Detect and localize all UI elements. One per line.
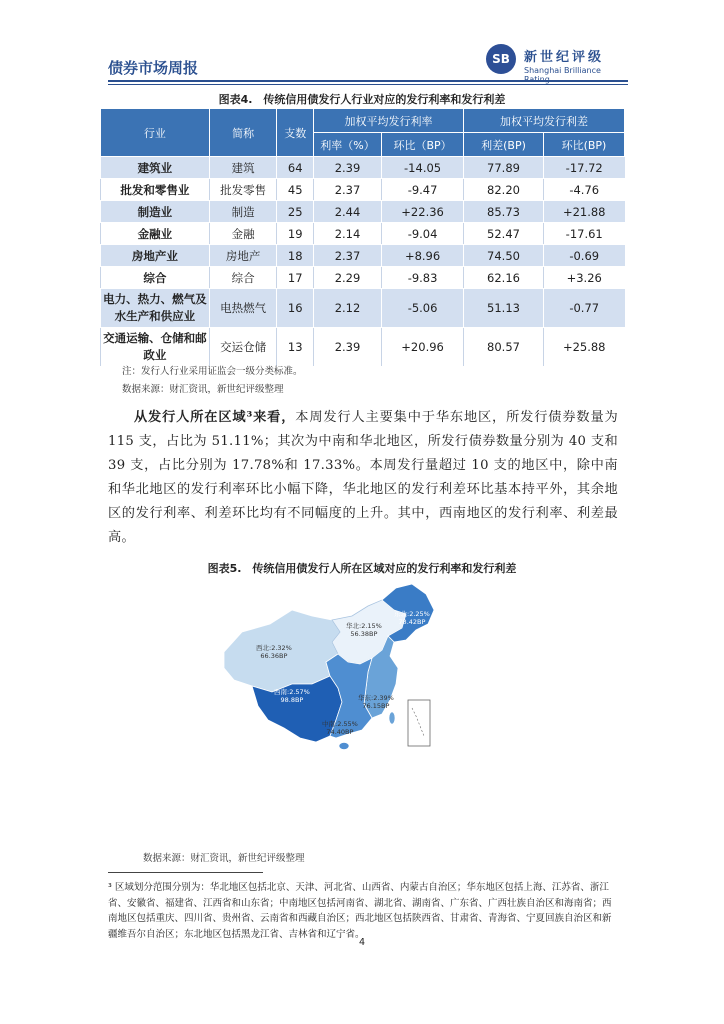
label-northwest: 西北:2.32% 66.36BP [256,644,292,660]
body-paragraph [108,406,618,550]
col-spread: 利差(BP) [464,133,544,157]
cell-short: 交运仓储 [209,328,277,367]
cell-count: 64 [277,157,313,179]
col-group-spread: 加权平均发行利差 [464,109,625,133]
report-title: 债券市场周报 [108,59,199,77]
logo-english-name: Shanghai Brilliance [524,66,601,75]
cell-rate-change: -9.47 [382,179,464,201]
cell-rate: 2.37 [313,179,381,201]
cell-rate: 2.39 [313,328,381,367]
footnote: ³ 区域划分范围分别为：华北地区包括北京、天津、河北省、山西省、内蒙古自治区；华东地区包括上海、江苏省、浙江省、安徽省、福建省、江西省和山东省；中南地区包括河南省、湖北省、湖南省、广东省、广西壮族自治区和海南省；西南地区包括重庆、四川省、贵州省、云南省和西藏自治区；西北地区包括陕西省、甘肃省、青海省、宁夏回族自治区和新疆维吾尔自治区；东北地区包括黑龙江省、吉林省和辽宁省。 [108,882,612,940]
header-rule-thin [108,84,628,85]
hainan-island [339,743,349,750]
cell-short: 批发零售 [209,179,277,201]
cell-rate: 2.37 [313,245,381,267]
cell-spread-change: -0.77 [543,289,624,328]
figure4-caption: 图表4. 传统信用债发行人行业对应的发行利率和发行利差 [218,93,506,106]
col-industry: 行业 [101,109,210,157]
figure5-source: 数据来源：财汇资讯，新世纪评级整理 [143,853,305,864]
cell-spread-change: +25.88 [543,328,624,367]
table-row [101,223,625,245]
cell-spread: 52.47 [464,223,544,245]
figure5-caption: 图表5. 传统信用债发行人所在区域对应的发行利率和发行利差 [207,562,517,575]
col-count: 支数 [277,109,313,157]
label-southwest: 西南:2.57% 98.8BP [274,688,310,704]
table-source: 数据来源：财汇资讯，新世纪评级整理 [122,384,284,395]
cell-spread: 74.50 [464,245,544,267]
col-rate: 利率（%） [313,133,381,157]
cell-count: 13 [277,328,313,367]
cell-rate-change: -14.05 [382,157,464,179]
cell-rate: 2.14 [313,223,381,245]
label-south-central: 中南:2.55% 74.40BP [322,720,358,736]
table-row [101,267,625,289]
cell-count: 45 [277,179,313,201]
cell-short: 房地产 [209,245,277,267]
cell-short: 综合 [209,267,277,289]
cell-short: 制造 [209,201,277,223]
col-rate-change: 环比（BP） [382,133,464,157]
cell-count: 18 [277,245,313,267]
col-group-rate: 加权平均发行利率 [313,109,463,133]
label-northeast: 东北:2.25% 78.42BP [394,610,430,626]
cell-industry: 房地产业 [101,245,210,267]
table-row [101,201,625,223]
cell-short: 建筑 [209,157,277,179]
cell-rate: 2.44 [313,201,381,223]
cell-industry: 制造业 [101,201,210,223]
cell-spread: 82.20 [464,179,544,201]
table-note: 注：发行人行业采用证监会一级分类标准。 [122,366,303,377]
region-map-svg [212,580,502,795]
cell-spread-change: -0.69 [543,245,624,267]
cell-rate-change: +20.96 [382,328,464,367]
cell-short: 金融 [209,223,277,245]
cell-spread-change: +21.88 [543,201,624,223]
footnote-rule [108,872,263,873]
paragraph-body: 本周发行人主要集中于华东地区，所发行债券数量为 115 支，占比为 51.11%；其次为中南和华北地区，所发行债券数量分别为 40 支和 39 支，占比分别为 17.78%和 17.33%。本周发行量超过 10 支的地区中，除中南和华北地区的发行利率环比小幅下降，华北地区的发行利差环比基本持平外，其余地区的发行利率、利差环比均有不同幅度的上升。其中，西南地区的发行利率、利差最高。 [108,410,618,545]
cell-rate-change: -9.83 [382,267,464,289]
table-row [101,179,625,201]
china-region-map [212,580,502,795]
cell-rate-change: -9.04 [382,223,464,245]
cell-count: 16 [277,289,313,328]
industry-rate-table [100,108,625,367]
inset-dash-line [412,708,424,736]
cell-spread-change: -17.72 [543,157,624,179]
brand-logo [486,44,626,84]
cell-industry: 交通运输、仓储和邮政业 [101,328,210,367]
cell-spread-change: -4.76 [543,179,624,201]
logo-emblem-icon: SB [486,44,516,74]
cell-spread: 85.73 [464,201,544,223]
cell-spread-change: +3.26 [543,267,624,289]
cell-spread: 62.16 [464,267,544,289]
cell-industry: 电力、热力、燃气及水生产和供应业 [101,289,210,328]
cell-short: 电热燃气 [209,289,277,328]
cell-spread-change: -17.61 [543,223,624,245]
header-rule [108,80,628,82]
label-east: 华东:2.39% 76.15BP [358,694,394,710]
taiwan-island [389,712,395,724]
col-spread-change: 环比(BP) [543,133,624,157]
page-number: 4 [358,937,366,948]
cell-rate: 2.29 [313,267,381,289]
cell-spread: 77.89 [464,157,544,179]
cell-industry: 金融业 [101,223,210,245]
cell-industry: 批发和零售业 [101,179,210,201]
cell-count: 19 [277,223,313,245]
cell-rate-change: -5.06 [382,289,464,328]
cell-spread: 80.57 [464,328,544,367]
cell-rate: 2.39 [313,157,381,179]
paragraph-lead: 从发行人所在区域³来看， [134,410,296,425]
label-north: 华北:2.15% 56.38BP [346,622,382,638]
cell-spread: 51.13 [464,289,544,328]
table-row [101,245,625,267]
table-row [101,289,625,328]
cell-industry: 综合 [101,267,210,289]
cell-rate: 2.12 [313,289,381,328]
cell-industry: 建筑业 [101,157,210,179]
cell-rate-change: +8.96 [382,245,464,267]
cell-count: 25 [277,201,313,223]
table-row [101,328,625,367]
cell-rate-change: +22.36 [382,201,464,223]
col-short-name: 简称 [209,109,277,157]
table-row [101,157,625,179]
cell-count: 17 [277,267,313,289]
logo-chinese-name: 新世纪评级 [524,50,605,65]
